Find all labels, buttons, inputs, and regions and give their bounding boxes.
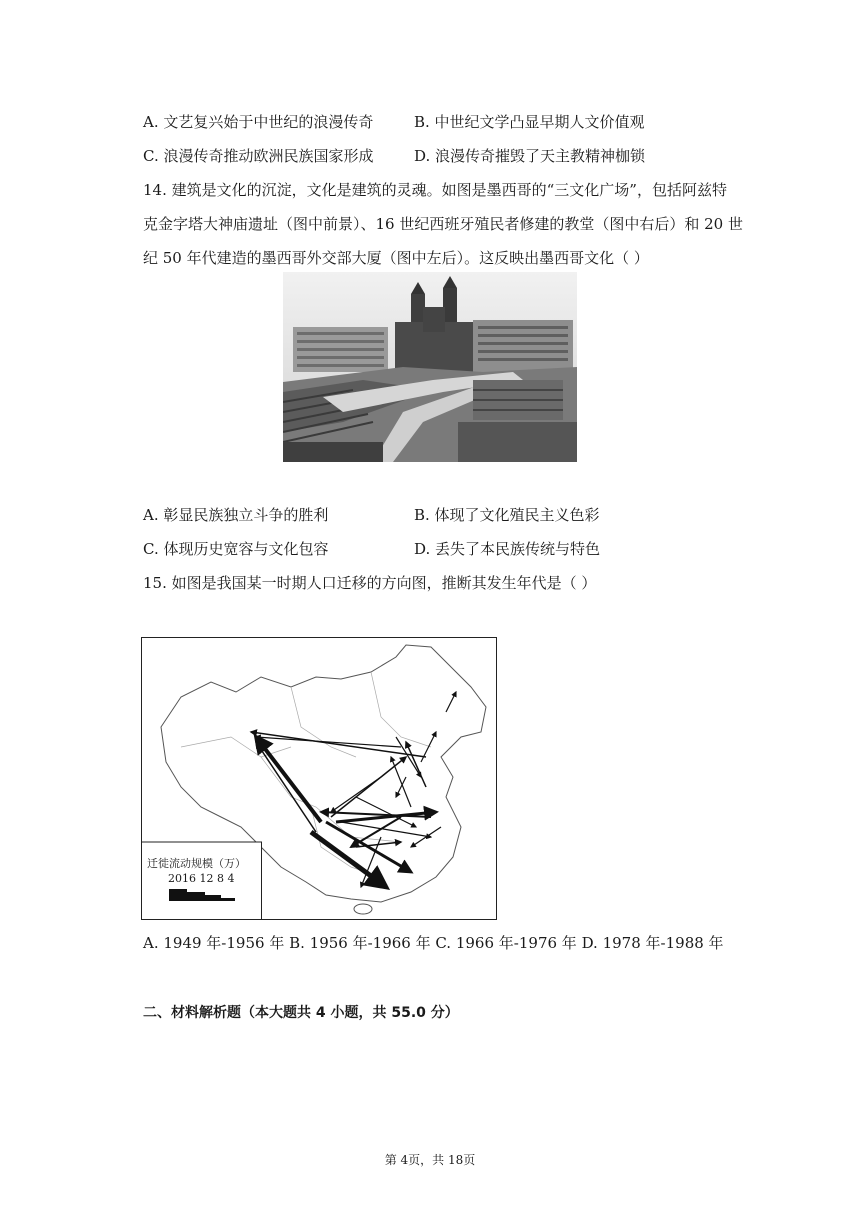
page-footer: 第 4页，共 18页	[384, 1153, 476, 1167]
q15-options: A. 1949 年-1956 年 B. 1956 年-1966 年 C. 1966 年-1976 年 D. 1978 年-1988 年	[143, 934, 724, 952]
three-cultures-plaza-photo	[283, 272, 577, 462]
q13-option-d: D. 浪漫传奇摧毁了天主教精神枷锁	[414, 147, 646, 165]
map-legend-values: 2016 12 8 4	[168, 872, 235, 885]
q14-stem-line3: 纪 50 年代建造的墨西哥外交部大厦（图中左后）。这反映出墨西哥文化（ ）	[143, 249, 649, 267]
q15-stem: 15. 如图是我国某一时期人口迁移的方向图，推断其发生年代是（ ）	[143, 574, 597, 592]
map-legend-title: 迁徙流动规模（万）	[147, 857, 246, 870]
q14-option-d: D. 丢失了本民族传统与特色	[414, 540, 601, 558]
q14-option-b: B. 体现了文化殖民主义色彩	[414, 506, 600, 524]
q14-stem-line1: 14. 建筑是文化的沉淀，文化是建筑的灵魂。如图是墨西哥的“三文化广场”，包括阿兹特	[143, 181, 727, 199]
q14-stem-line2: 克金字塔大神庙遗址（图中前景）、16 世纪西班牙殖民者修建的教堂（图中右后）和 20 世	[143, 215, 743, 233]
section-title: 二、材料解析题（本大题共 4 小题，共 55.0 分）	[143, 1005, 459, 1021]
q13-option-c: C. 浪漫传奇推动欧洲民族国家形成	[143, 147, 374, 165]
q14-option-a: A. 彰显民族独立斗争的胜利	[143, 506, 329, 524]
q13-option-a: A. 文艺复兴始于中世纪的浪漫传奇	[143, 113, 374, 131]
q14-option-c: C. 体现历史宽容与文化包容	[143, 540, 329, 558]
q13-option-b: B. 中世纪文学凸显早期人文价值观	[414, 113, 645, 131]
